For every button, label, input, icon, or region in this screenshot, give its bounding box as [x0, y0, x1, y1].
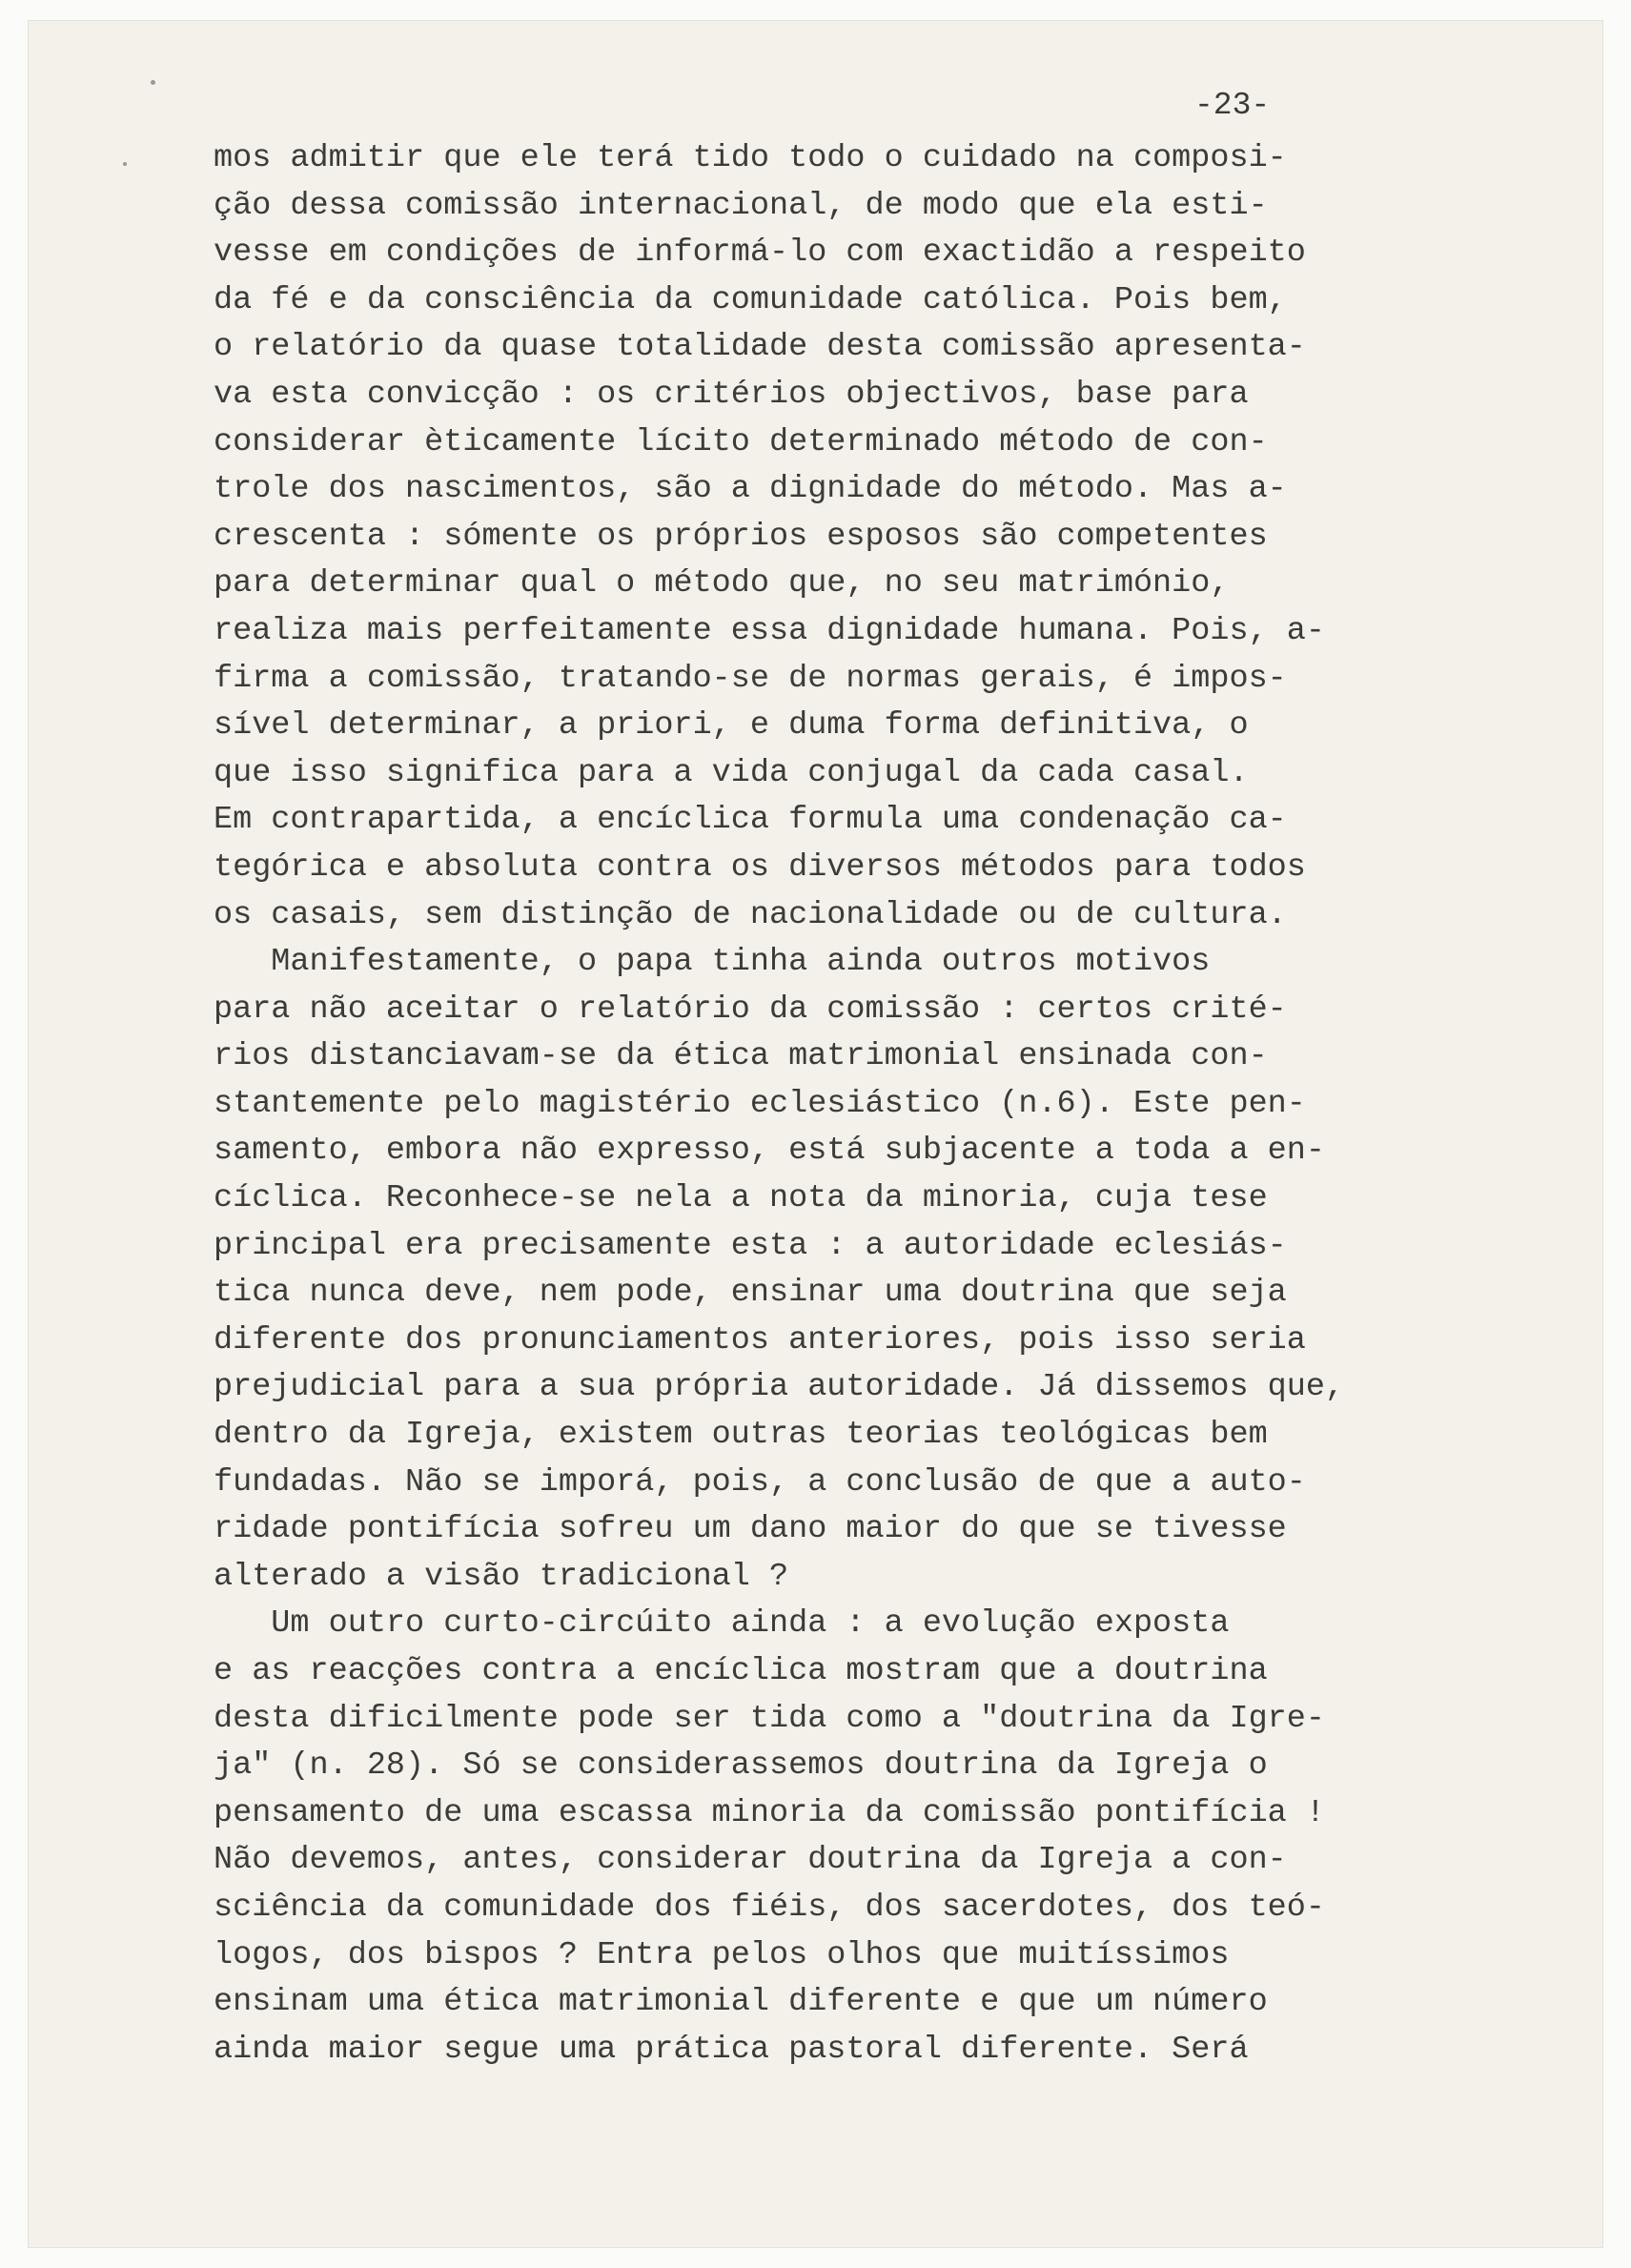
text-line: Manifestamente, o papa tinha ainda outros motivos [214, 944, 1211, 981]
text-line: sciência da comunidade dos fiéis, dos sacerdotes, dos teó- [214, 1889, 1325, 1926]
text-line: rios distanciavam-se da ética matrimonial ensinada con- [214, 1038, 1268, 1075]
text-line: que isso significa para a vida conjugal da cada casal. [214, 754, 1249, 791]
text-line: desta dificilmente pode ser tida como a "doutrina da Igre- [214, 1700, 1325, 1737]
text-line: ção dessa comissão internacional, de modo que ela esti- [214, 187, 1268, 224]
text-line: firma a comissão, tratando-se de normas gerais, é impos- [214, 660, 1287, 697]
text-line: da fé e da consciência da comunidade católica. Pois bem, [214, 281, 1287, 318]
text-line: Um outro curto-circúito ainda : a evolução exposta [214, 1605, 1230, 1643]
text-line: realiza mais perfeitamente essa dignidade humana. Pois, a- [214, 612, 1325, 649]
text-line: trole dos nascimentos, são a dignidade do método. Mas a- [214, 471, 1287, 508]
text-line: Não devemos, antes, considerar doutrina da Igreja a con- [214, 1842, 1287, 1879]
page-number: -23- [1194, 88, 1271, 123]
punch-mark-top [151, 80, 155, 85]
text-line: ensinam uma ética matrimonial diferente e que um número [214, 1984, 1268, 2021]
text-line: prejudicial para a sua própria autoridade. Já dissemos que, [214, 1369, 1345, 1406]
text-line: ridade pontifícia sofreu um dano maior do que se tivesse [214, 1511, 1287, 1548]
text-line: os casais, sem distinção de nacionalidade ou de cultura. [214, 896, 1287, 933]
body-text [214, 135, 1405, 2074]
text-line: samento, embora não expresso, está subjacente a toda a en- [214, 1133, 1325, 1170]
text-line: diferente dos pronunciamentos anteriores, pois isso seria [214, 1321, 1306, 1359]
text-line: considerar èticamente lícito determinado método de con- [214, 423, 1268, 460]
text-line: e as reacções contra a encíclica mostram que a doutrina [214, 1653, 1268, 1689]
text-line: pensamento de uma escassa minoria da comissão pontifícia ! [214, 1794, 1325, 1831]
text-line: principal era precisamente esta : a autoridade eclesiás- [214, 1227, 1287, 1264]
text-line: tegórica e absoluta contra os diversos métodos para todos [214, 848, 1306, 886]
text-line: para determinar qual o método que, no seu matrimónio, [214, 565, 1230, 603]
text-line: logos, dos bispos ? Entra pelos olhos que muitíssimos [214, 1936, 1230, 1973]
text-line: fundadas. Não se imporá, pois, a conclusão de que a auto- [214, 1463, 1306, 1501]
text-line: va esta convicção : os critérios objectivos, base para [214, 376, 1249, 413]
text-line: crescenta : sómente os próprios esposos são competentes [214, 518, 1268, 555]
text-line: mos admitir que ele terá tido todo o cuidado na composi- [214, 140, 1287, 176]
text-line: o relatório da quase totalidade desta comissão apresenta- [214, 329, 1306, 366]
text-line: tica nunca deve, nem pode, ensinar uma doutrina que seja [214, 1275, 1287, 1312]
punch-mark-margin [123, 162, 127, 166]
text-line: para não aceitar o relatório da comissão : certos crité- [214, 991, 1287, 1028]
text-line: ja" (n. 28). Só se considerassemos doutrina da Igreja o [214, 1747, 1268, 1785]
text-line: Em contrapartida, a encíclica formula uma condenação ca- [214, 802, 1287, 839]
text-line: cíclica. Reconhece-se nela a nota da minoria, cuja tese [214, 1180, 1268, 1217]
text-line: vesse em condições de informá-lo com exactidão a respeito [214, 235, 1306, 272]
text-line: stantemente pelo magistério eclesiástico (n.6). Este pen- [214, 1085, 1306, 1122]
text-line: sível determinar, a priori, e duma forma definitiva, o [214, 707, 1249, 745]
text-line: alterado a visão tradicional ? [214, 1558, 789, 1595]
text-line: dentro da Igreja, existem outras teorias teológicas bem [214, 1417, 1268, 1454]
text-line: ainda maior segue uma prática pastoral diferente. Será [214, 2031, 1249, 2068]
